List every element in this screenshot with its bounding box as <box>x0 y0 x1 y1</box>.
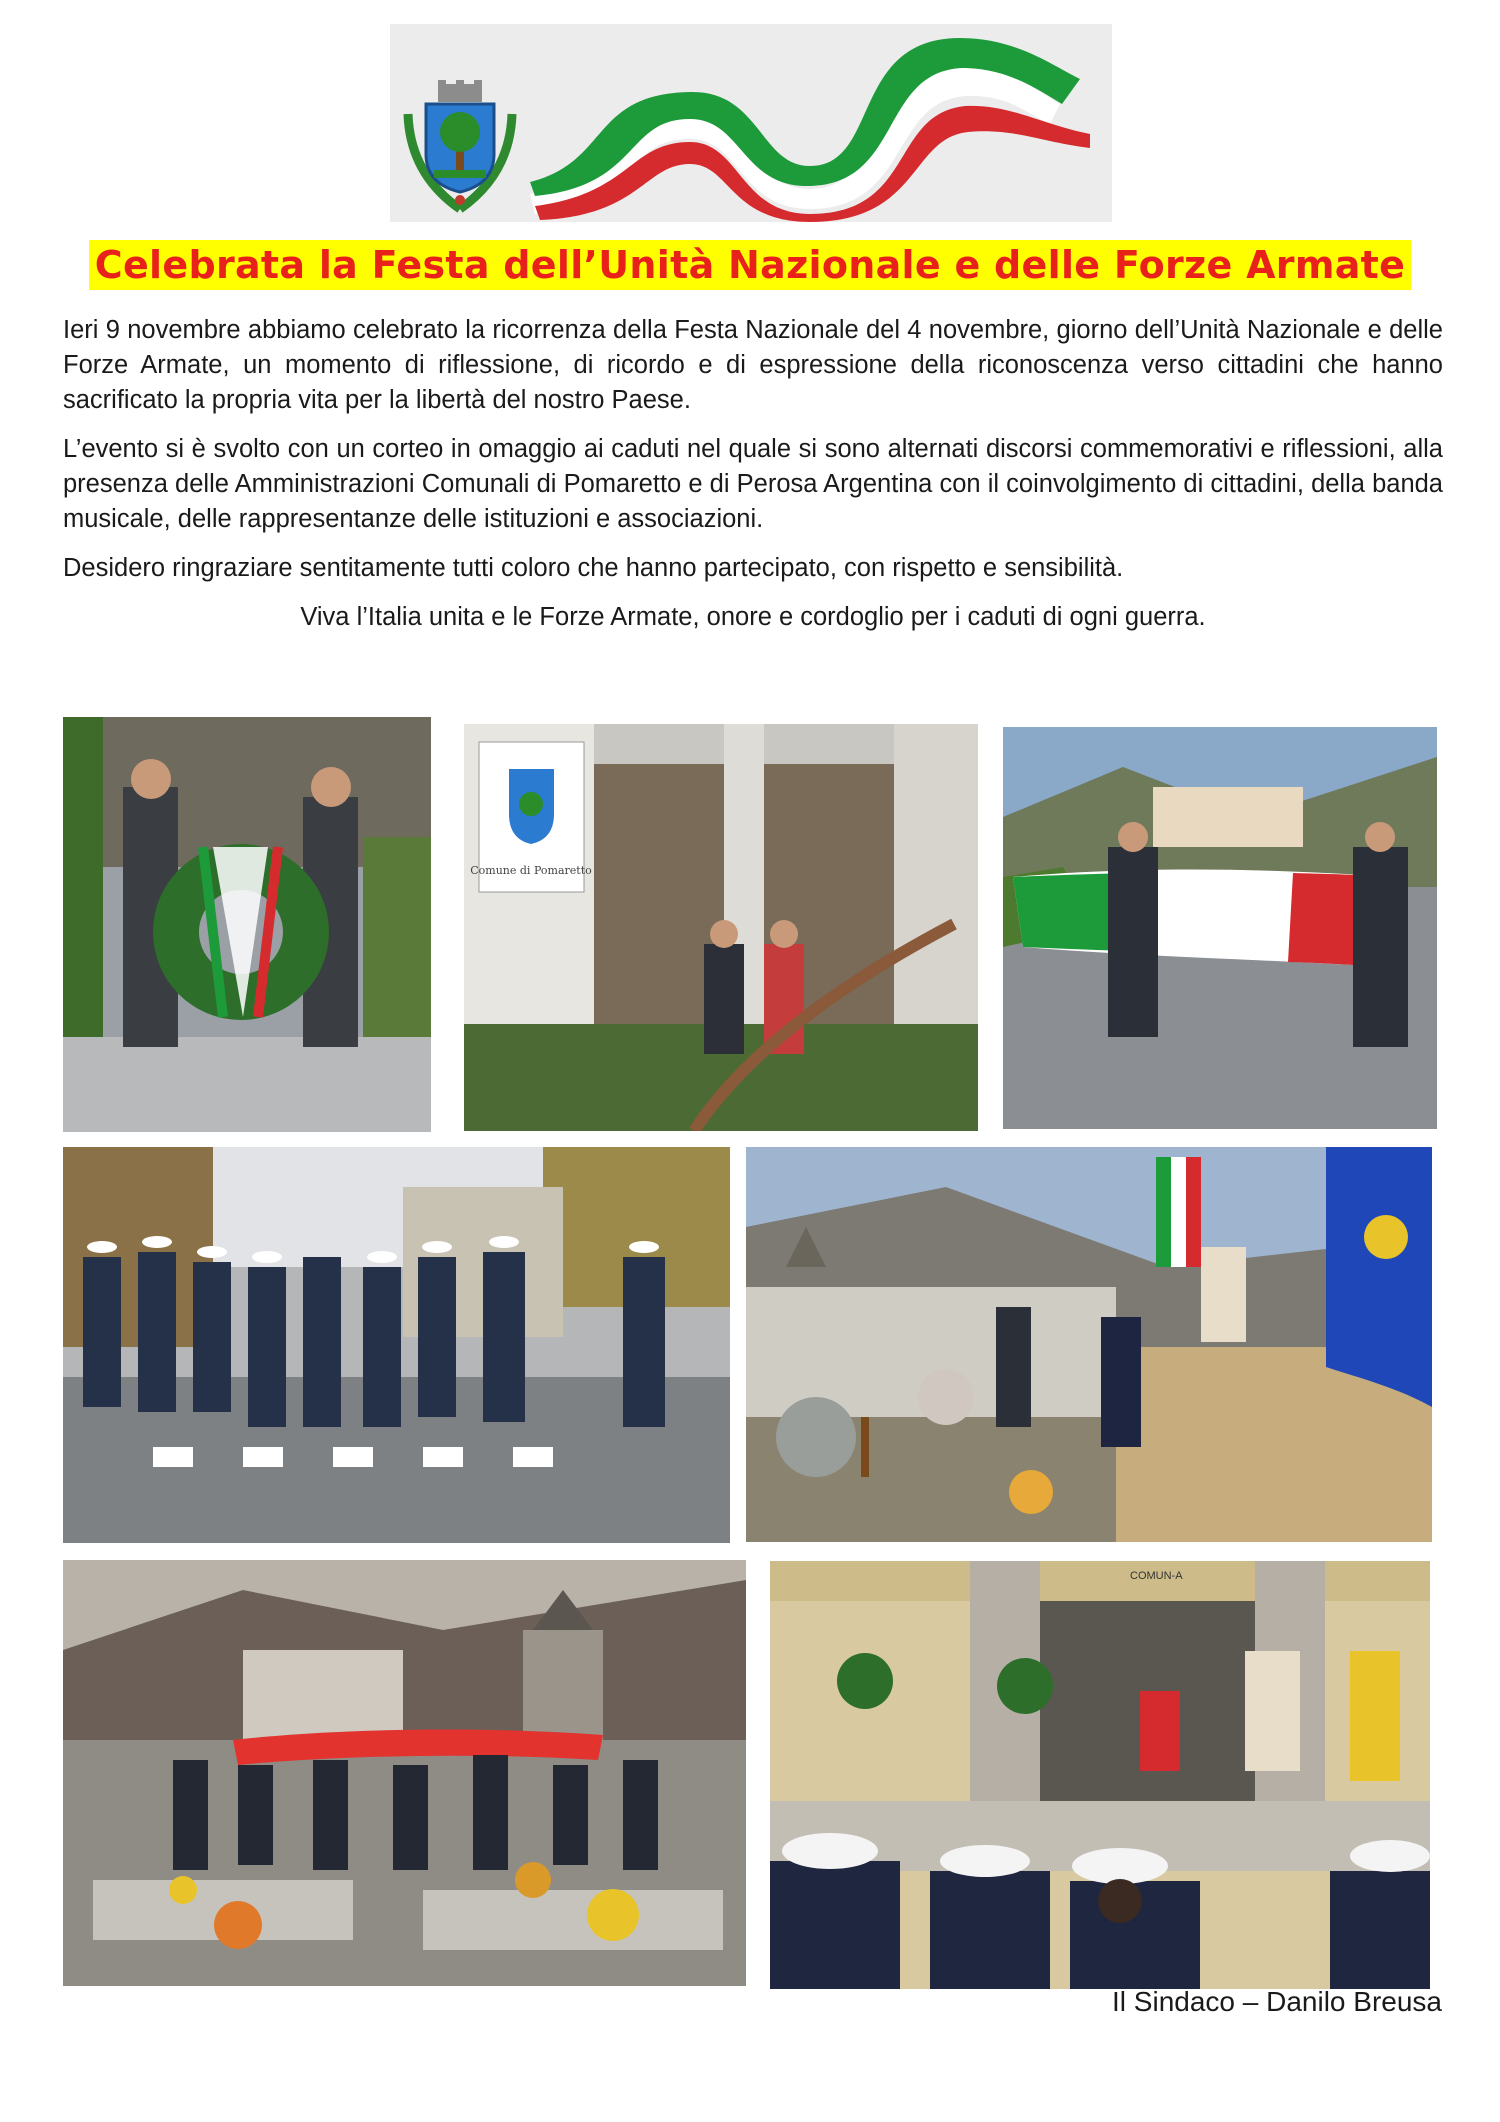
paragraph-3: Desidero ringraziare sentitamente tutti coloro che hanno partecipato, con rispetto e sensibilità. <box>63 554 1124 582</box>
tricolor-ribbon-image <box>390 24 1112 222</box>
photo-marching-band <box>63 1147 730 1543</box>
photo-tricolor-flag-street <box>1003 727 1437 1129</box>
photo-cemetery-procession <box>63 1560 746 1986</box>
page-title: Celebrata la Festa dell’Unità Nazionale e delle Forze Armate <box>89 240 1411 290</box>
title-wrapper <box>0 240 1500 290</box>
paragraph-4: Viva l’Italia unita e le Forze Armate, onore e cordoglio per i caduti di ogni guerra. <box>300 603 1206 631</box>
sign-label-text: Comune di Pomaretto <box>470 864 592 877</box>
paragraph-2: L’evento si è svolto con un corteo in omaggio ai caduti nel quale si sono alternati discorsi commemorativi e riflessioni, alla presenza delle Amministrazioni Comunali di Pomaretto e di Perosa Argentina con il coinvolgimento di cittadini, della banda musicale, delle rappresentanze delle istituzioni e associazioni. <box>63 435 1443 533</box>
photo-cemetery-flags <box>746 1147 1432 1542</box>
photo-wreath-bearers <box>63 717 431 1132</box>
header-banner <box>390 24 1112 222</box>
paragraph-1: Ieri 9 novembre abbiamo celebrato la ricorrenza della Festa Nazionale del 4 novembre, giorno dell’Unità Nazionale e delle Forze Armate, un momento di riflessione, di ricordo e di espressione della riconoscenza verso cittadini che hanno sacrificato la propria vita per la libertà del nostro Paese. <box>63 316 1443 414</box>
photo-town-hall-band <box>770 1561 1430 1989</box>
photo-town-hall-speakers <box>464 724 978 1131</box>
signature: Il Sindaco – Danilo Breusa <box>1112 1986 1442 2017</box>
article-body <box>63 313 1443 649</box>
building-label-text: COMUN-A <box>1130 1570 1183 1582</box>
